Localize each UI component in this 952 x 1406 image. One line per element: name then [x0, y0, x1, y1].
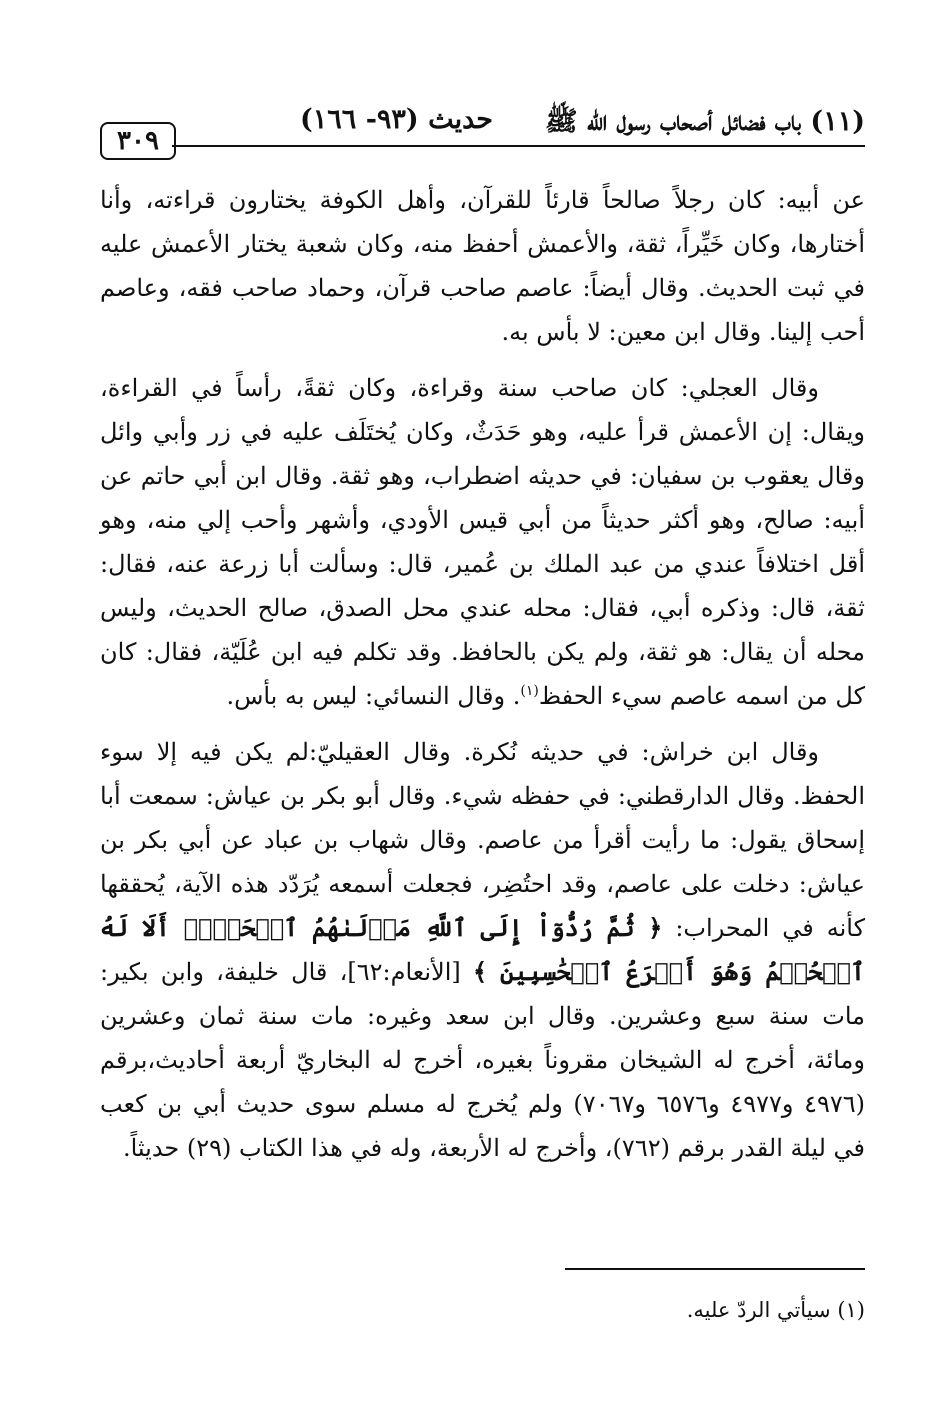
- page-header: [100, 98, 865, 156]
- paragraph-3-end: [الأنعام:٦٢]، قال خليفة، وابن بكير: مات سنة سبع وعشرين. وقال ابن سعد وغيره: مات سنة ثمان وعشرين ومائة، أخرج له الشيخان مقروناً بغيره، أخرج له البخاريّ أربعة أحاديث،برقم (٤٩٧٦ و٤٩٧٧ و٦٥٧٦ و٧٠٦٧) ولم يُخرج له مسلم سوى حديث أبي بن كعب في ليلة القدر برقم (٧٦٢)، وأخرج له الأربعة، وله في هذا الكتاب (٢٩) حديثاً.: [100, 958, 866, 1162]
- hadith-range: حديث (٩٣- ١٦٦): [300, 104, 493, 135]
- body-text: [100, 178, 865, 1182]
- footnote: (١) سيأتي الردّ عليه.: [686, 1298, 865, 1322]
- header-rule: [172, 145, 865, 147]
- page-number: ٣٠٩: [100, 122, 176, 160]
- paragraph-3: [100, 730, 865, 1170]
- paragraph-2-end: . وقال النسائي: ليس به بأس.: [226, 682, 521, 710]
- paragraph-2: [100, 366, 865, 718]
- paragraph-2-text: وقال العجلي: كان صاحب سنة وقراءة، وكان ثقةً، رأساً في القراءة، ويقال: إن الأعمش قرأ عليه، وهو حَدَثٌ، وكان يُختَلَف عليه في زر وأبي وائل وقال يعقوب بن سفيان: في حديثه اضطراب، وهو ثقة. وقال ابن أبي حاتم عن أبيه: صالح، وهو أكثر حديثاً من أبي قيس الأودي، وأشهر وأحب إلي منه، وهو أقل اختلافاً عندي من عبد الملك بن عُمير، قال: وسألت أبا زرعة عنه، فقال: ثقة، قال: وذكره أبي، فقال: محله عندي محل الصدق، صالح الحديث، وليس محله أن يقال: هو ثقة، ولم يكن بالحافظ. وقد تكلم فيه ابن عُلَيّة، فقال: كان كل من اسمه عاصم سيء الحفظ: [100, 374, 865, 710]
- chapter-title: (١١) باب فضائل أصحاب رسول الله ﷺ: [544, 106, 865, 137]
- quran-verse: ﴿ ثُمَّ رُدُّوٓاْ إِلَى ٱللَّهِ مَوۡلَىٰهُمُ ٱلۡحَقِّۚ أَلَا لَهُ ٱلۡحُكۡمُ وَهُوَ أَسۡرَعُ ٱلۡحَٰسِبِينَ ﴾: [100, 913, 865, 986]
- paragraph-3-text: وقال ابن خراش: في حديثه نُكرة. وقال العقيليّ:لم يكن فيه إلا سوء الحفظ. وقال الدارقطني: في حفظه شيء. وقال أبو بكر بن عياش: سمعت أبا إسحاق يقول: ما رأيت أقرأ من عاصم. وقال شهاب بن عباد عن أبي بكر بن عياش: دخلت على عاصم، وقد احتُضِر، فجعلت أسمعه يُرَدّد هذه الآية، يُحققها كأنه في المحراب:: [100, 738, 865, 942]
- footnote-rule: [565, 1268, 865, 1270]
- paragraph-1: عن أبيه: كان رجلاً صالحاً قارئاً للقرآن، وأهل الكوفة يختارون قراءته، وأنا أختارها، وكان خَيِّراً، ثقة، والأعمش أحفظ منه، وكان شعبة يختار الأعمش عليه في ثبت الحديث. وقال أيضاً: عاصم صاحب قرآن، وحماد صاحب فقه، وعاصم أحب إلينا. وقال ابن معين: لا بأس به.: [100, 186, 865, 346]
- footnote-marker: (١): [520, 683, 539, 699]
